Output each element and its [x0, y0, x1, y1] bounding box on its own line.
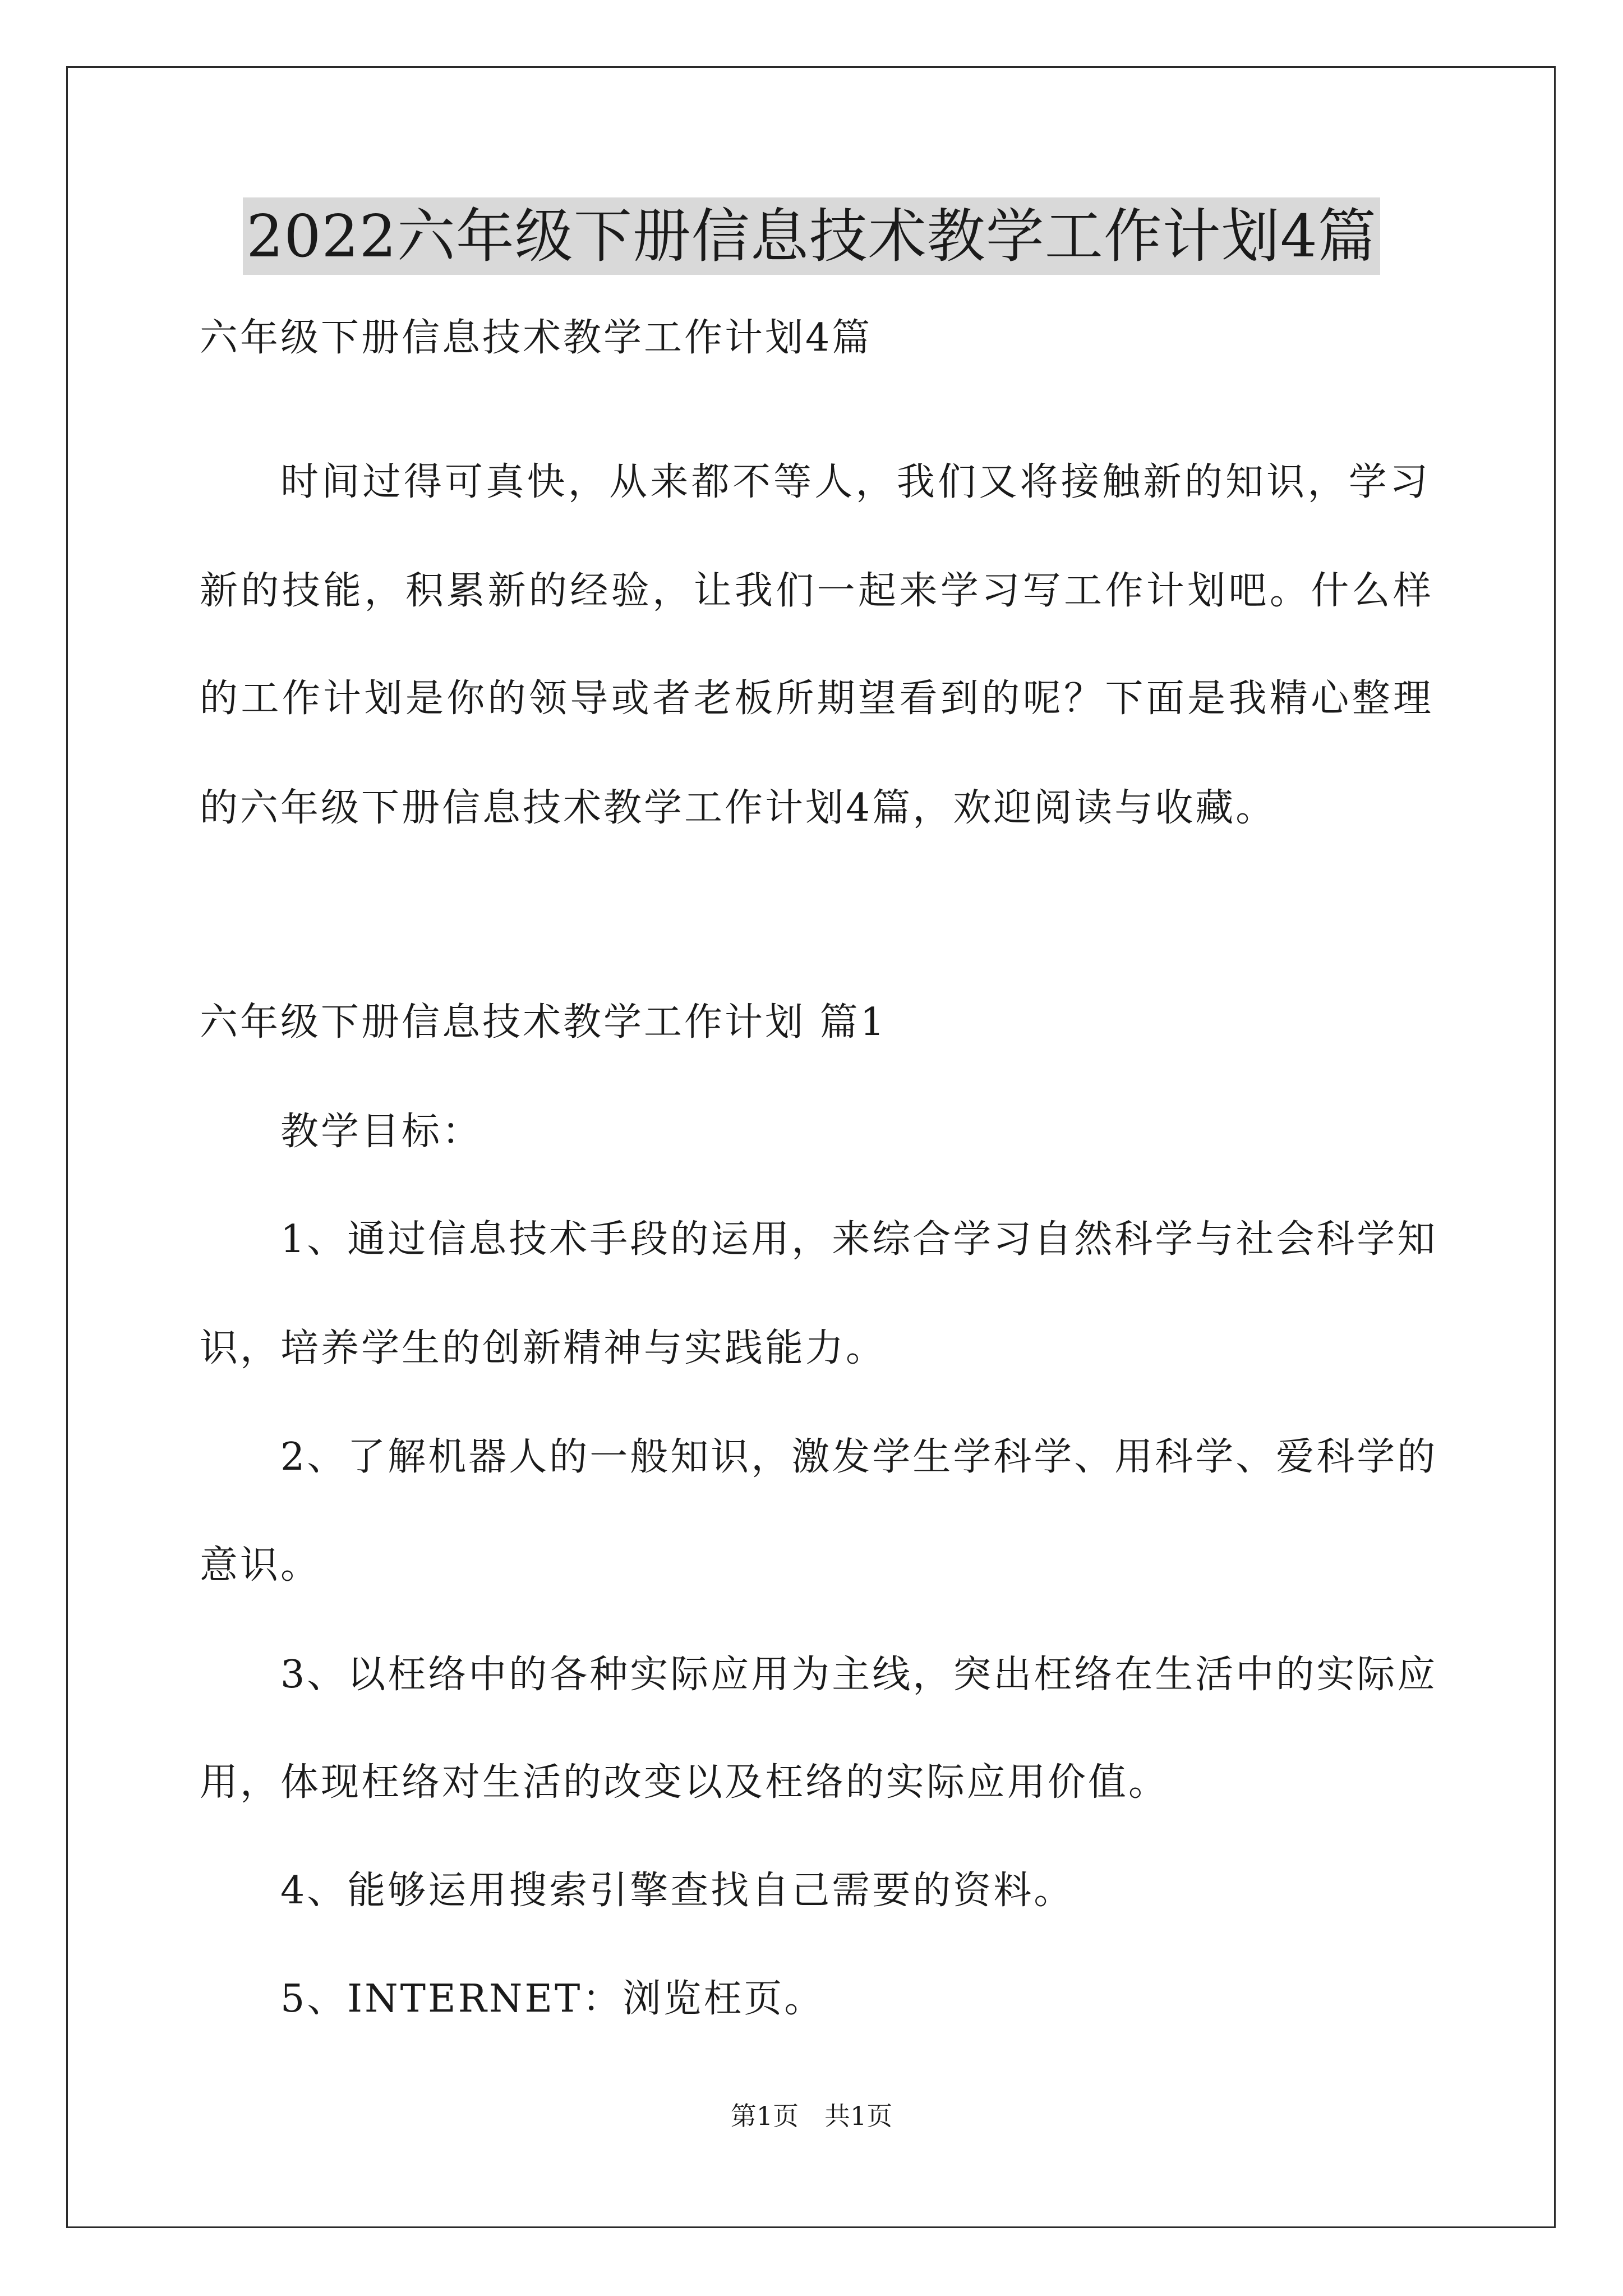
objectives-label: 教学目标： — [280, 1110, 483, 1154]
objective-5: 5、INTERNET：浏览枉页。 — [280, 1977, 825, 2021]
objective-3-line-2: 用，体现枉络对生活的改变以及枉络的实际应用价值。 — [200, 1760, 1169, 1805]
intro-line-2: 新的技能，积累新的经验，让我们一起来学习写工作计划吧。什么样 — [200, 569, 1433, 613]
objective-1-line-2: 识，培养学生的创新精神与实践能力。 — [200, 1326, 887, 1370]
objective-2-line-2: 意识。 — [200, 1543, 321, 1588]
objective-4: 4、能够运用搜索引擎查找自己需要的资料。 — [280, 1869, 1075, 1913]
document-title: 2022六年级下册信息技术教学工作计划4篇 — [243, 197, 1380, 275]
intro-line-3: 的工作计划是你的领导或者老板所期望看到的呢？下面是我精心整理 — [200, 677, 1433, 721]
objective-2-line-1: 2、了解机器人的一般知识，激发学生学科学、用科学、爱科学的 — [280, 1435, 1438, 1479]
intro-line-1: 时间过得可真快，从来都不等人，我们又将接触新的知识，学习 — [280, 460, 1430, 504]
objective-3-line-1: 3、以枉络中的各种实际应用为主线，突出枉络在生活中的实际应 — [280, 1653, 1438, 1697]
section-heading: 六年级下册信息技术教学工作计划 篇1 — [200, 1000, 887, 1045]
objective-1-line-1: 1、通过信息技术手段的运用，来综合学习自然科学与社会科学知 — [280, 1217, 1438, 1262]
intro-line-4: 的六年级下册信息技术教学工作计划4篇，欢迎阅读与收藏。 — [200, 786, 1276, 830]
page-footer: 第1页 共1页 — [730, 2101, 893, 2131]
document-subtitle: 六年级下册信息技术教学工作计划4篇 — [200, 316, 873, 360]
title-container — [0, 197, 1623, 275]
